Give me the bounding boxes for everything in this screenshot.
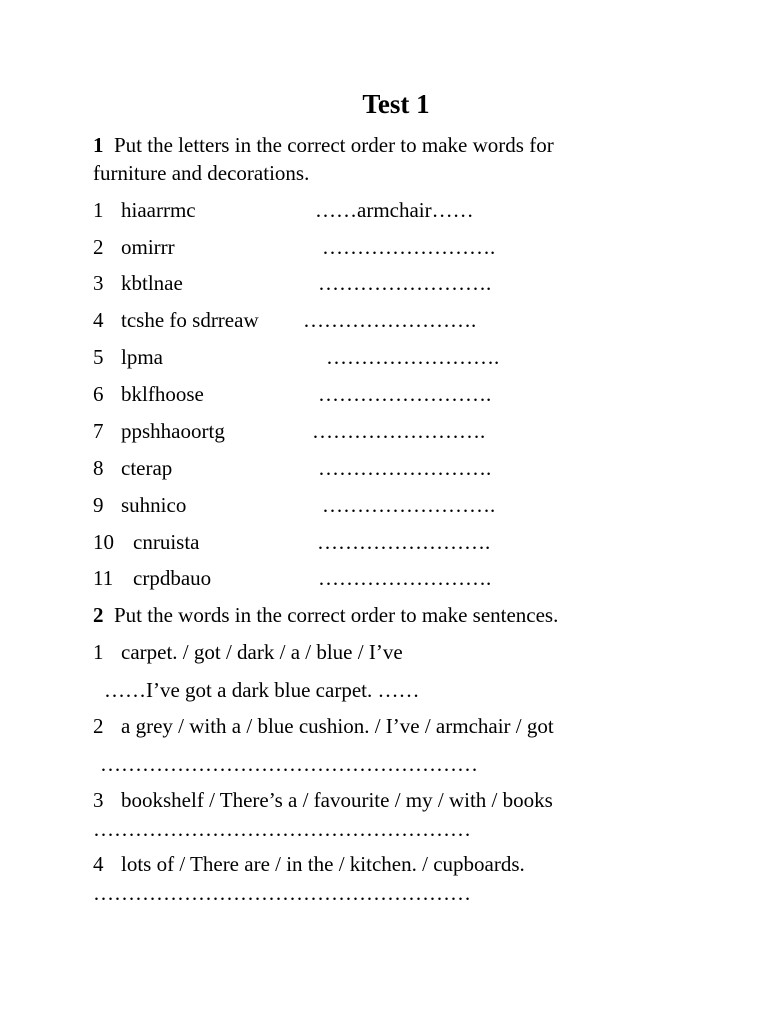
jumbled-words: a grey / with a / blue cushion. / I’ve / armchair / got <box>121 714 554 738</box>
section2-instruction-text: Put the words in the correct order to make sentences. <box>114 603 559 627</box>
item-number: 10 <box>93 530 114 554</box>
item-number: 3 <box>93 271 104 295</box>
answer-line: ……I’ve got a dark blue carpet. …… <box>104 678 420 702</box>
list-item <box>93 418 225 444</box>
answer-line: ……………………. <box>318 456 492 480</box>
list-item <box>93 455 172 481</box>
item-number: 2 <box>93 714 104 738</box>
list-item <box>93 307 259 333</box>
item-number: 4 <box>93 308 104 332</box>
section1-instruction-line2: furniture and decorations. <box>93 161 310 185</box>
list-item <box>93 197 196 223</box>
item-number: 1 <box>93 640 104 664</box>
scrambled-word: bklfhoose <box>121 382 204 406</box>
answer-line: ……………………. <box>312 419 486 443</box>
answer-line: ……………………. <box>318 566 492 590</box>
section1-instruction <box>93 132 554 158</box>
list-item <box>93 344 163 370</box>
answer-line: ……………………. <box>317 530 491 554</box>
list-item <box>93 529 199 555</box>
answer-line: ……………………………………………… <box>93 817 471 841</box>
answer-line: ……………………. <box>322 235 496 259</box>
scrambled-word: cnruista <box>133 530 200 554</box>
answer-line: ……………………. <box>303 308 477 332</box>
item-number: 7 <box>93 419 104 443</box>
item-number: 1 <box>93 198 104 222</box>
list-item <box>93 565 211 591</box>
list-item <box>93 713 554 739</box>
jumbled-words: bookshelf / There’s a / favourite / my / with / books <box>121 788 553 812</box>
answer-line: ……………………. <box>322 493 496 517</box>
item-number: 2 <box>93 235 104 259</box>
item-number: 6 <box>93 382 104 406</box>
answer-line: ……………………. <box>318 382 492 406</box>
scrambled-word: ppshhaoortg <box>121 419 225 443</box>
section1-number: 1 <box>93 133 104 157</box>
list-item <box>93 270 183 296</box>
scrambled-word: tcshe fo sdrreaw <box>121 308 259 332</box>
item-number: 8 <box>93 456 104 480</box>
answer-line: ……armchair…… <box>315 198 474 222</box>
answer-line: ……………………………………………… <box>93 881 471 905</box>
list-item <box>93 381 204 407</box>
answer-line: ……………………………………………… <box>100 752 478 776</box>
jumbled-words: carpet. / got / dark / a / blue / I’ve <box>121 640 403 664</box>
list-item <box>93 787 553 813</box>
scrambled-word: suhnico <box>121 493 187 517</box>
answer-line: ……………………. <box>326 345 500 369</box>
section2-number: 2 <box>93 603 104 627</box>
scrambled-word: lpma <box>121 345 163 369</box>
page-title: Test 1 <box>362 89 430 119</box>
list-item <box>93 234 175 260</box>
item-number: 3 <box>93 788 104 812</box>
scrambled-word: hiaarrmc <box>121 198 196 222</box>
section1-instruction-line1: Put the letters in the correct order to make words for <box>114 133 554 157</box>
list-item <box>93 639 403 665</box>
scrambled-word: crpdbauo <box>133 566 212 590</box>
answer-line: ……………………. <box>318 271 492 295</box>
scrambled-word: cterap <box>121 456 173 480</box>
item-number: 9 <box>93 493 104 517</box>
list-item <box>93 492 186 518</box>
scrambled-word: kbtlnae <box>121 271 183 295</box>
item-number: 11 <box>93 566 114 590</box>
scrambled-word: omirrr <box>121 235 175 259</box>
section2-instruction <box>93 602 558 628</box>
item-number: 4 <box>93 852 104 876</box>
item-number: 5 <box>93 345 104 369</box>
list-item <box>93 851 525 877</box>
jumbled-words: lots of / There are / in the / kitchen. / cupboards. <box>121 852 525 876</box>
